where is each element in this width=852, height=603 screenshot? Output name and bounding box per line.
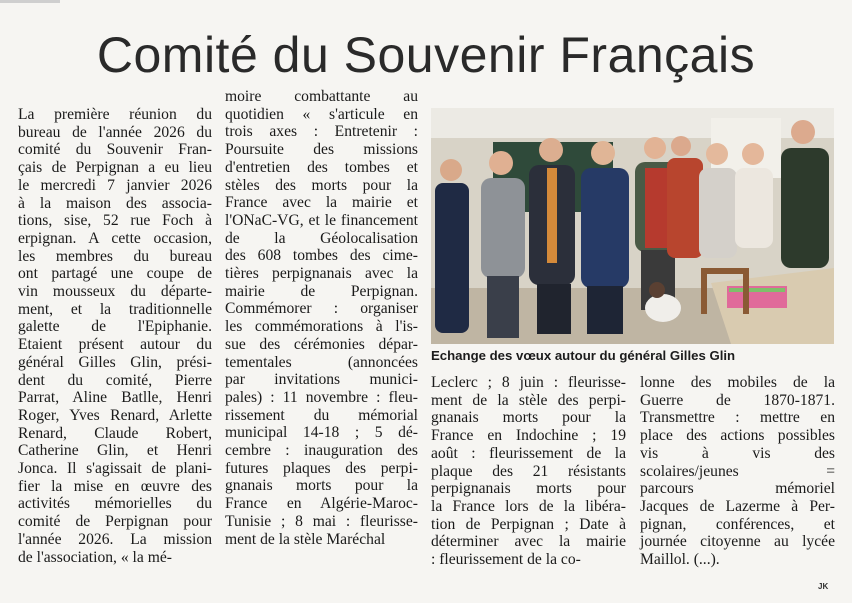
article-line: perpignanais morts pour bbox=[431, 480, 626, 498]
article-line: Parrat, Aline Batlle, Henri bbox=[18, 389, 212, 407]
article-column-3 bbox=[431, 374, 626, 569]
article-line: ment de la stèle Maréchal bbox=[225, 530, 386, 548]
article-column-1 bbox=[18, 106, 212, 566]
article-line: déterminer avec la mairie bbox=[431, 533, 626, 551]
article-line: stèles des morts pour la bbox=[225, 176, 418, 194]
article-line: tementales (annoncées bbox=[225, 353, 418, 371]
article-line: France en Algérie-Maroc- bbox=[225, 495, 418, 513]
article-line: bureau de l'année 2026 du bbox=[18, 123, 212, 141]
article-line: par invitations munici- bbox=[225, 371, 418, 389]
article-line: les membres du bureau bbox=[18, 247, 212, 265]
article-line: de l'association, « la mé- bbox=[18, 548, 172, 566]
article-line: tions, sise, 52 rue Foch à bbox=[18, 212, 212, 230]
article-line: comité de Perpignan pour bbox=[18, 513, 212, 531]
article-line: : fleurissement de la co- bbox=[431, 551, 581, 569]
article-line: Guerre de 1870-1871. bbox=[640, 391, 835, 409]
article-line: parcours mémoriel bbox=[640, 480, 835, 498]
article-line: août : fleurissement de la bbox=[431, 444, 626, 462]
article-line: trois axes : Entretenir : bbox=[225, 123, 418, 141]
article-line: lonne des mobiles de la bbox=[640, 374, 835, 391]
article-line: la France lors de la libéra- bbox=[431, 497, 626, 515]
article-line: l'ONaC-VG, et le financement bbox=[225, 211, 418, 229]
article-line: place des actions possibles bbox=[640, 427, 835, 445]
article-line: ment de la stèle des perpi- bbox=[431, 391, 626, 409]
article-line: galette de l'Epiphanie. bbox=[18, 318, 212, 336]
article-line: Renard, Claude Robert, bbox=[18, 424, 212, 442]
article-line: plaque des 21 résistants bbox=[431, 462, 626, 480]
article-line: l'année 2026. La mission bbox=[18, 530, 212, 548]
article-line: gnanais morts pour la bbox=[431, 409, 626, 427]
article-line: dent du comité, Pierre bbox=[18, 371, 212, 389]
article-column-2 bbox=[225, 88, 418, 548]
article-line: ment, et la traditionnelle bbox=[18, 300, 212, 318]
article-line: Leclerc ; 8 juin : fleurisse- bbox=[431, 374, 626, 391]
article-line: Jacques de Lazerme à Per- bbox=[640, 497, 835, 515]
article-line: moire combattante au bbox=[225, 88, 418, 105]
article-line: mairie de Perpignan. bbox=[225, 282, 418, 300]
article-line: général Gilles Glin, prési- bbox=[18, 353, 212, 371]
article-line: Catherine Glin, et Henri bbox=[18, 442, 212, 460]
article-line: Commémorer : organiser bbox=[225, 300, 418, 318]
article-line: des 608 tombes des cime- bbox=[225, 247, 418, 265]
article-line: rissement du mémorial bbox=[225, 406, 418, 424]
article-line: comité du Souvenir Fran- bbox=[18, 141, 212, 159]
photo-caption: Echange des vœux autour du général Gilles Glin bbox=[431, 348, 736, 363]
group-photo-illustration bbox=[431, 108, 834, 344]
article-line: scolaires/jeunes = bbox=[640, 462, 835, 480]
article-line: futures plaques des perpi- bbox=[225, 459, 418, 477]
article-line: le mercredi 7 janvier 2026 bbox=[18, 176, 212, 194]
article-line: Roger, Yves Renard, Arlette bbox=[18, 406, 212, 424]
article-line: vin mousseux du départe- bbox=[18, 283, 212, 301]
article-line: les commémorations à l'is- bbox=[225, 318, 418, 336]
article-line: France avec la mairie et bbox=[225, 194, 418, 212]
top-rule bbox=[0, 0, 60, 3]
article-line: cembre : inauguration des bbox=[225, 442, 418, 460]
article-line: Jonca. Il s'agissait de plani- bbox=[18, 460, 212, 478]
article-line: Maillol. (...). bbox=[640, 551, 720, 569]
headline: Comité du Souvenir Français bbox=[96, 27, 756, 83]
article-line: La première réunion du bbox=[18, 106, 212, 123]
article-line: ont partagé une coupe de bbox=[18, 265, 212, 283]
article-line: municipal 14-18 ; 5 dé- bbox=[225, 424, 418, 442]
article-line: tion de Perpignan ; Date à bbox=[431, 515, 626, 533]
article-line: pignan, conférences, et bbox=[640, 515, 835, 533]
article-line: fier la mise en œuvre des bbox=[18, 477, 212, 495]
article-line: Transmettre : mettre en bbox=[640, 409, 835, 427]
article-line: Poursuite des missions bbox=[225, 141, 418, 159]
article-line: gnanais morts pour la bbox=[225, 477, 418, 495]
article-line: d'entretien des tombes et bbox=[225, 158, 418, 176]
article-line: Etaient présent autour du bbox=[18, 336, 212, 354]
article-line: sue des cérémonies dépar- bbox=[225, 335, 418, 353]
article-line: activités mémorielles du bbox=[18, 495, 212, 513]
author-credit: JK bbox=[818, 582, 829, 591]
article-line: tières perpignanais avec la bbox=[225, 265, 418, 283]
article-line: vis à vis des bbox=[640, 444, 835, 462]
group-photo bbox=[431, 108, 834, 344]
article-line: pales) : 11 novembre : fleu- bbox=[225, 388, 418, 406]
article-line: erpignan. A cette occasion, bbox=[18, 229, 212, 247]
article-line: çais de Perpignan a eu lieu bbox=[18, 159, 212, 177]
article-line: France en Indochine ; 19 bbox=[431, 427, 626, 445]
article-line: de la Géolocalisation bbox=[225, 229, 418, 247]
article-line: Tunisie ; 8 mai : fleurisse- bbox=[225, 512, 418, 530]
article-line: journée citoyenne au lycée bbox=[640, 533, 835, 551]
article-line: quotidien « s'articule en bbox=[225, 105, 418, 123]
article-line: à la maison des associa- bbox=[18, 194, 212, 212]
article-column-4 bbox=[640, 374, 835, 569]
